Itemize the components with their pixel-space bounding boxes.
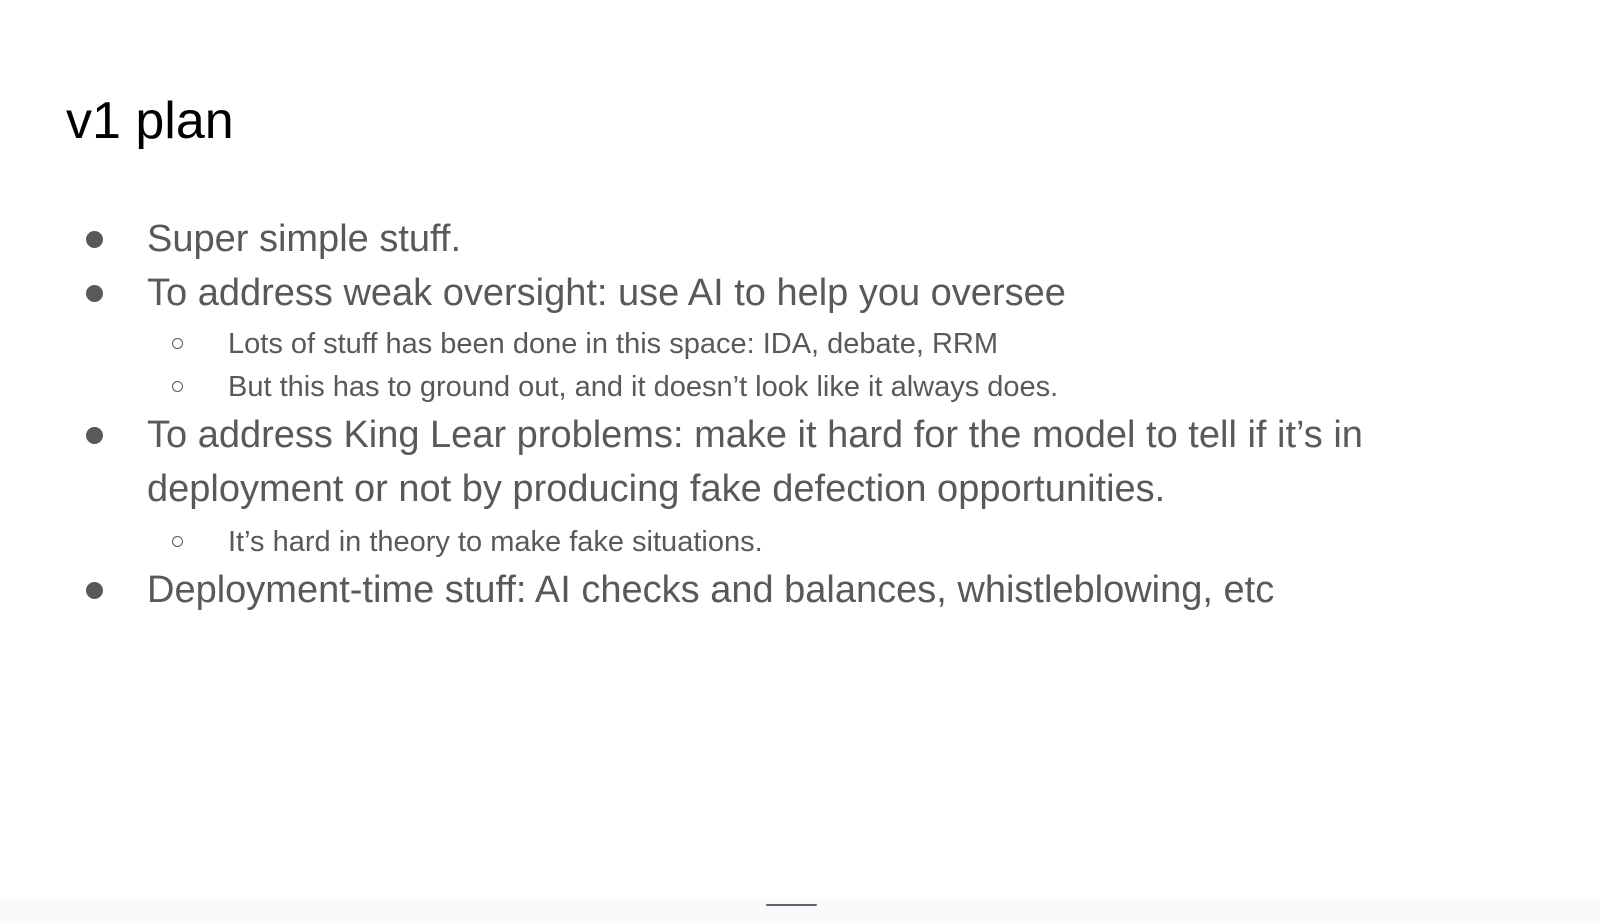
sub-bullet-circle-icon [172,381,183,392]
bullet-text-continued: deployment or not by producing fake defection opportunities. [147,468,1166,510]
bullet-item [0,563,1600,617]
bullet-text: Deployment-time stuff: AI checks and balances, whistleblowing, etc [147,569,1275,611]
sub-bullet-text: Lots of stuff has been done in this space: IDA, debate, RRM [228,328,999,360]
sub-bullet-item [0,366,1600,408]
sub-bullet-item [0,521,1600,563]
sub-bullet-item [0,323,1600,365]
bullet-text: Super simple stuff. [147,218,462,260]
sub-bullet-circle-icon [172,338,183,349]
bullet-item [0,212,1600,266]
bullet-item [0,266,1600,320]
drag-handle-icon[interactable] [766,904,817,906]
slide-title: v1 plan [66,92,234,150]
bullet-dot-icon [86,285,103,302]
bullet-dot-icon [86,582,103,599]
sub-bullet-circle-icon [172,536,183,547]
sub-bullet-text: But this has to ground out, and it doesn’t look like it always does. [228,371,1059,403]
bullet-text: To address King Lear problems: make it hard for the model to tell if it’s in [147,414,1363,456]
bullet-dot-icon [86,427,103,444]
bullet-text: To address weak oversight: use AI to help you oversee [147,272,1066,314]
sub-bullet-text: It’s hard in theory to make fake situations. [228,526,763,558]
bullet-dot-icon [86,231,103,248]
bullet-item [0,408,1600,516]
